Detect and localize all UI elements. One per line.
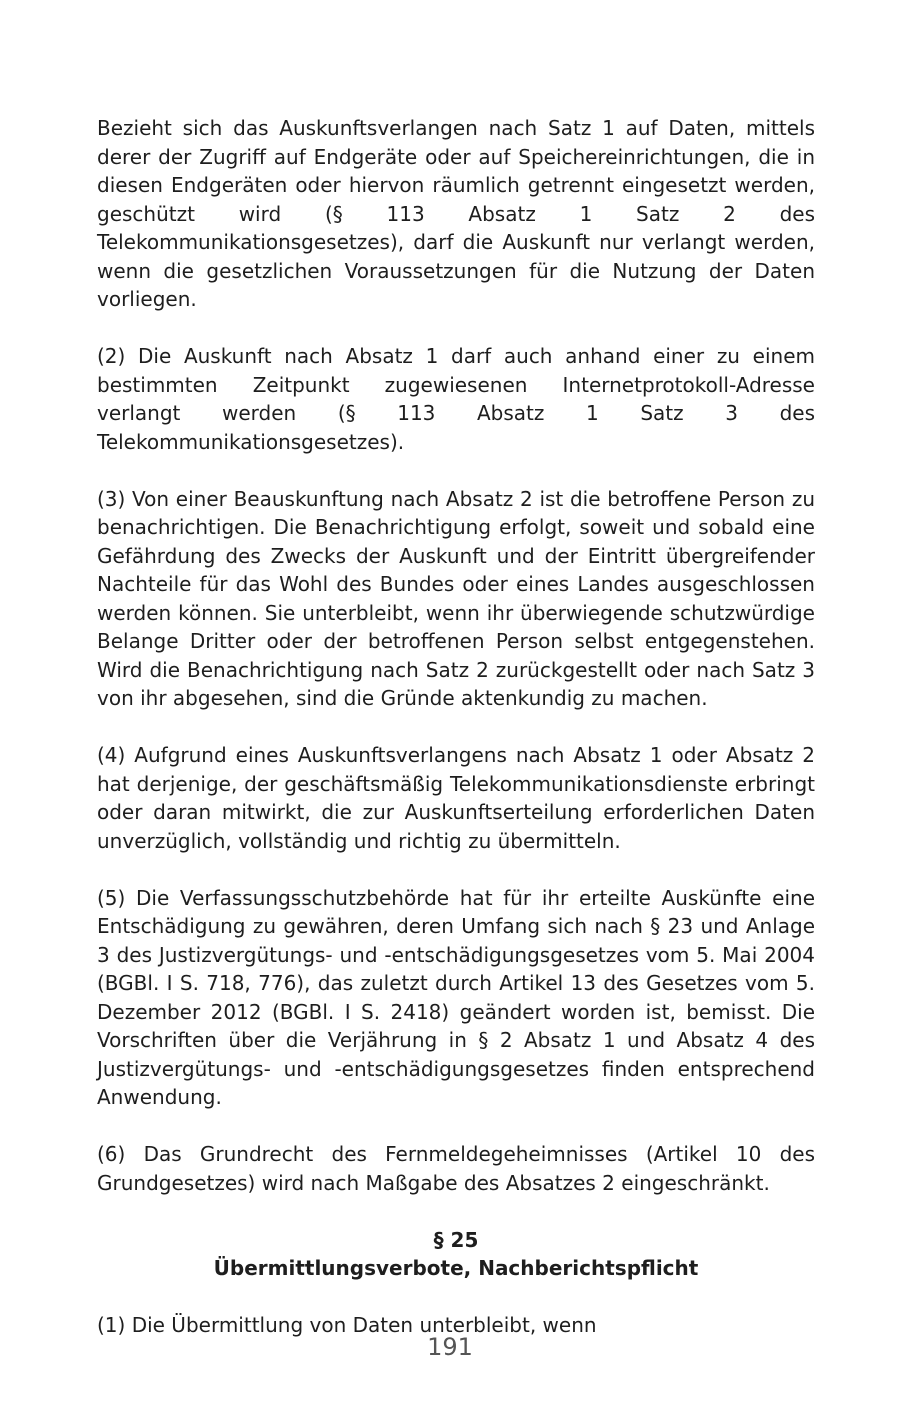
paragraph-spacer — [97, 855, 815, 884]
paragraph-spacer — [97, 1112, 815, 1141]
paragraph-intro: Bezieht sich das Auskunftsverlangen nach Satz 1 auf Daten, mittels derer der Zugriff auf Endgeräte oder auf Speichereinrichtungen, die in diesen Endgeräten oder hiervon räumlich getrennt eingesetzt werden, geschützt wird (§ 113 Absatz 1 Satz 2 des Telekommunikationsgesetzes), darf die Auskunft nur verlangt werden, wenn die gesetzlichen Voraussetzungen für die Nutzung der Daten vorliegen. — [97, 116, 815, 311]
section-title: Übermittlungsverbote, Nachberichtspflicht — [213, 1256, 699, 1280]
paragraph-4: (4) Aufgrund eines Auskunftsverlangens nach Absatz 1 oder Absatz 2 hat derjenige, der geschäftsmäßig Telekommunikationsdienste erbringt oder daran mitwirkt, die zur Auskunftserteilung erforderlichen Daten unverzüglich, vollständig und richtig zu übermitteln. — [97, 743, 815, 853]
section-paragraph-1: (1) Die Übermittlung von Daten unterbleibt, wenn — [97, 1313, 597, 1337]
paragraph-2: (2) Die Auskunft nach Absatz 1 darf auch anhand einer zu einem bestimmten Zeitpunkt zugewiesenen Internetprotokoll-Adresse verlangt werden (§ 113 Absatz 1 Satz 3 des Telekommunikationsgesetzes). — [97, 344, 815, 454]
paragraph-spacer — [97, 1283, 815, 1312]
page-number: 191 — [427, 1333, 473, 1361]
paragraph-5: (5) Die Verfassungsschutzbehörde hat für ihr erteilte Auskünfte eine Entschädigung zu gewähren, deren Umfang sich nach § 23 und Anlage 3 des Justizvergütungs- und -entschädigungsgesetzes vom 5. Mai 2004 (BGBl. I S. 718, 776), das zuletzt durch Artikel 13 des Gesetzes vom 5. Dezember 2012 (BGBl. I S. 2418) geändert worden ist, bemisst. Die Vorschriften über die Verjährung in § 2 Absatz 1 und Absatz 4 des Justizvergütungs- und -entschädigungsgesetzes finden entsprechend Anwendung. — [97, 885, 815, 1109]
paragraph-3: (3) Von einer Beauskunftung nach Absatz 2 ist die betroffene Person zu benachrichtigen. Die Benachrichtigung erfolgt, soweit und sobald eine Gefährdung des Zwecks der Auskunft und der Eintritt übergreifender Nachteile für das Wohl des Bundes oder eines Landes ausgeschlossen werden können. Sie unterbleibt, wenn ihr überwiegende schutzwürdige Belange Dritter oder der betroffenen Person selbst entgegenstehen. Wird die Benachrichtigung nach Satz 2 zurückgestellt oder nach Satz 3 von ihr abgesehen, sind die Gründe aktenkundig zu machen. — [97, 486, 815, 710]
paragraph-spacer — [97, 456, 815, 485]
page-content — [97, 114, 815, 1340]
paragraph-spacer — [97, 314, 815, 343]
paragraph-spacer — [97, 713, 815, 742]
section-number: § 25 — [433, 1227, 479, 1252]
paragraph-6: (6) Das Grundrecht des Fernmeldegeheimnisses (Artikel 10 des Grundgesetzes) wird nach Maßgabe des Absatzes 2 eingeschränkt. — [97, 1142, 815, 1195]
paragraph-spacer — [97, 1197, 815, 1226]
